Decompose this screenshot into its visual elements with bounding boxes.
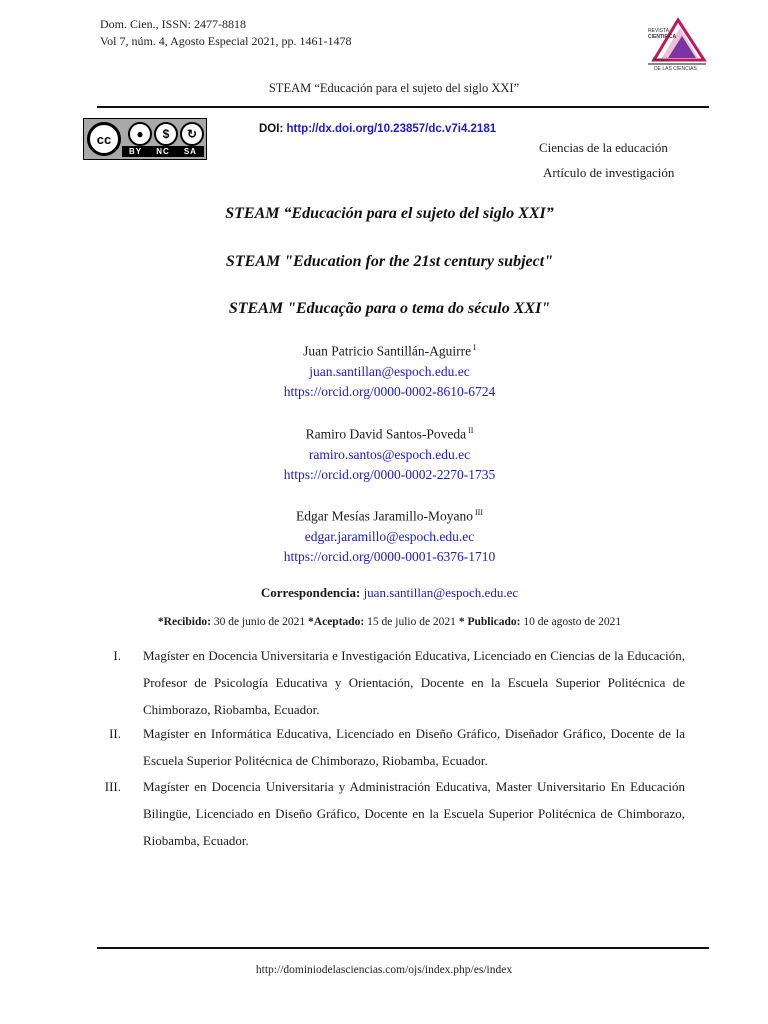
logo-text-2: CIENTIFICA xyxy=(648,34,677,40)
author-mark: III xyxy=(474,508,483,517)
author-name: Edgar Mesías Jaramillo-Moyano $^{III}$ xyxy=(296,508,483,524)
accepted-label: *Aceptado: xyxy=(308,616,365,628)
volume-line: Vol 7, núm. 4, Agosto Especial 2021, pp. 1461-1478 xyxy=(100,34,352,48)
creative-commons-by-nc-sa-icon[interactable] xyxy=(83,118,207,160)
license-sa: SA xyxy=(183,147,197,156)
logo-text-1: REVISTA xyxy=(648,28,670,34)
title-spanish: STEAM “Educación para el sujeto del siglo XXI” xyxy=(225,205,554,222)
title-english: STEAM "Education for the 21st century subject" xyxy=(225,253,554,270)
license-by: BY xyxy=(129,147,143,156)
doi-line xyxy=(259,123,496,135)
cc-logo-icon: cc xyxy=(87,122,121,156)
author-name: Ramiro David Santos-Poveda $^{II}$ xyxy=(305,426,474,442)
dates-line xyxy=(97,616,682,628)
affiliation-number: III. xyxy=(104,779,121,794)
correspondence-line xyxy=(97,585,682,601)
received-date: 30 de junio de 2021 xyxy=(213,616,306,628)
subject-area: Ciencias de la educación xyxy=(539,140,668,155)
author-block-3 xyxy=(97,503,682,567)
author-orcid[interactable]: https://orcid.org/0000-0002-8610-6724 xyxy=(283,383,496,399)
doi-label: DOI: xyxy=(259,123,284,135)
by-attribution-icon: ● xyxy=(128,122,152,146)
doi-link[interactable]: http://dx.doi.org/10.23857/dc.v7i4.2181 xyxy=(286,123,497,135)
affiliation-number: II. xyxy=(109,726,121,741)
journal-logo xyxy=(640,14,710,76)
author-name: Juan Patricio Santillán-Aguirre $^I$ xyxy=(303,343,476,359)
sa-sharealike-icon: ↻ xyxy=(180,122,204,146)
logo-text-4: DE LAS CIENCIAS xyxy=(654,66,697,72)
affiliation-2 xyxy=(97,720,685,774)
title-portuguese: STEAM "Educação para o tema do século XXI" xyxy=(228,300,551,317)
license-strip xyxy=(122,146,204,157)
author-orcid[interactable]: https://orcid.org/0000-0002-2270-1735 xyxy=(283,466,496,482)
published-label: * Publicado: xyxy=(458,616,521,628)
footer-url[interactable]: http://dominiodelasciencias.com/ojs/index.php/es/index xyxy=(255,964,513,976)
nc-noncommercial-icon: $ xyxy=(154,122,178,146)
author-mark: I xyxy=(473,343,476,352)
author-email[interactable]: edgar.jaramillo@espoch.edu.ec xyxy=(304,528,475,544)
affiliation-1 xyxy=(97,642,685,723)
affiliation-text: Magíster en Informática Educativa, Licenciado en Diseño Gráfico, Diseñador Gráfico, Docente de la Escuela Superior Politécnica de Chimborazo, Riobamba, Ecuador. xyxy=(143,726,685,768)
license-nc: NC xyxy=(156,147,170,156)
correspondence-label: Correspondencia: xyxy=(260,585,361,600)
header-rule xyxy=(97,106,709,108)
logo-text-3: Dominio xyxy=(652,58,670,63)
author-block-2 xyxy=(97,421,682,485)
footer-rule xyxy=(97,947,709,949)
author-email[interactable]: ramiro.santos@espoch.edu.ec xyxy=(308,446,471,462)
author-email[interactable]: juan.santillan@espoch.edu.ec xyxy=(309,363,470,379)
affiliation-number: I. xyxy=(113,648,121,663)
article-type: Artículo de investigación xyxy=(543,165,675,180)
author-mark: II xyxy=(468,426,474,435)
accepted-date: 15 de julio de 2021 xyxy=(367,616,456,628)
affiliation-text: Magíster en Docencia Universitaria y Administración Educativa, Master Universitario En Educación Bilingüe, Licenciado en Diseño Gráfico, Docente en la Escuela Superior Politécnica de Chimborazo, Riobamba, Ecuador. xyxy=(143,779,685,848)
author-orcid[interactable]: https://orcid.org/0000-0001-6376-1710 xyxy=(283,548,496,564)
author-block-1 xyxy=(97,338,682,402)
affiliation-text: Magíster en Docencia Universitaria e Investigación Educativa, Licenciado en Ciencias de la Educación, Profesor de Psicología Educativa y Orientación, Docente en la Escuela Superior Politécnica de Chimborazo, Riobamba, Ecuador. xyxy=(143,648,685,717)
running-title: STEAM “Educación para el sujeto del siglo XXI” xyxy=(268,81,520,95)
journal-issn-line: Dom. Cien., ISSN: 2477-8818 xyxy=(100,17,247,31)
published-date: 10 de agosto de 2021 xyxy=(523,616,622,628)
received-label: *Recibido: xyxy=(157,616,211,628)
correspondence-email[interactable]: juan.santillan@espoch.edu.ec xyxy=(363,585,519,600)
affiliation-3 xyxy=(97,773,685,854)
